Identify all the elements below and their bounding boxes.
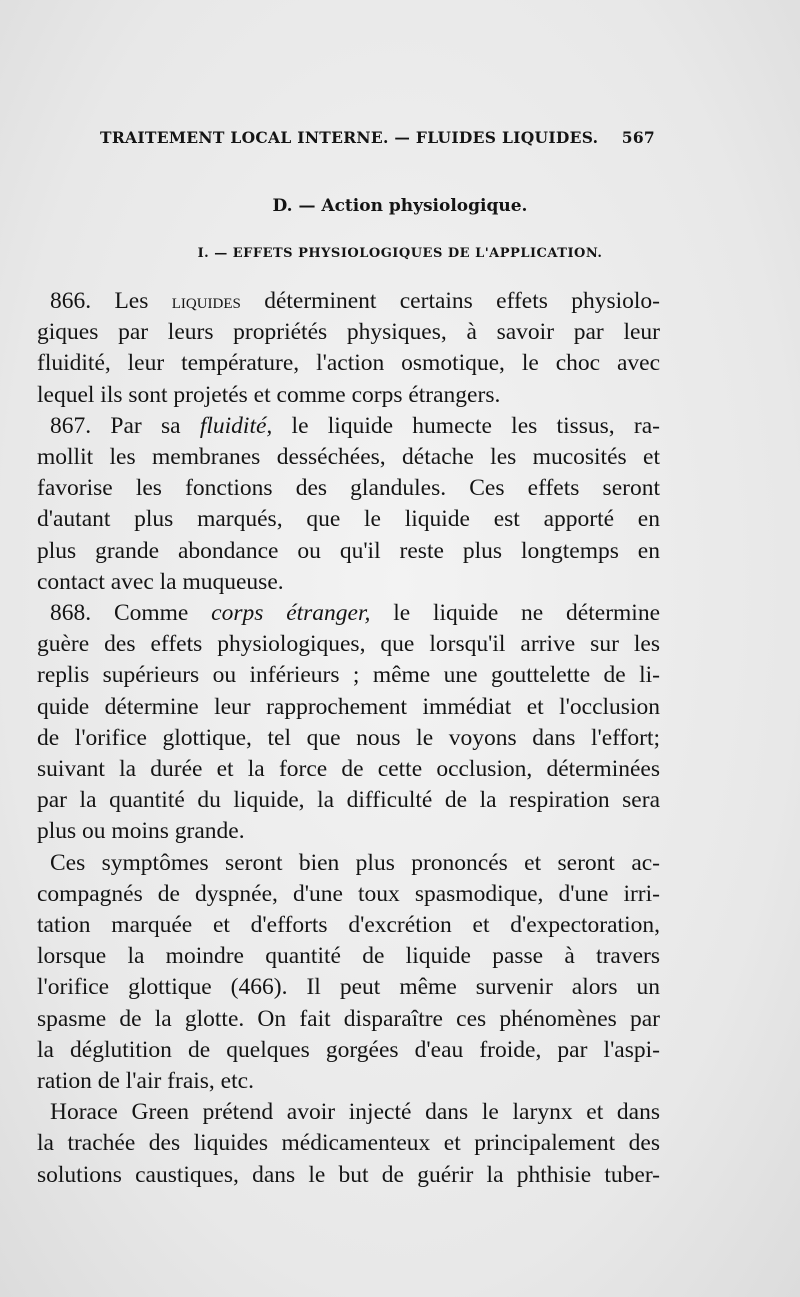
paragraph-number: 867. bbox=[50, 412, 92, 439]
text-line: de l'orifice glottique, tel que nous le voyons dans l'effort; bbox=[37, 724, 660, 751]
text-line: Horace Green prétend avoir injecté dans le larynx et dans bbox=[50, 1099, 660, 1126]
text-span: Par sa bbox=[110, 412, 181, 439]
text-line: plus ou moins grande. bbox=[37, 818, 245, 845]
paragraph-horace-green bbox=[37, 1097, 660, 1191]
text-line: solutions caustiques, dans le but de guérir la phthisie tuber- bbox=[37, 1161, 660, 1188]
section-title: D. — Action physiologique. bbox=[272, 196, 528, 216]
text-span: le liquide humecte les tissus, ra- bbox=[291, 412, 660, 439]
text-line: suivant la durée et la force de cette occlusion, déterminées bbox=[37, 756, 660, 783]
text-line: l'orifice glottique (466). Il peut même survenir alors un bbox=[37, 974, 660, 1001]
text-span: déterminent certains effets physiolo- bbox=[264, 288, 661, 314]
paragraph-868 bbox=[37, 598, 660, 848]
text-line: spasme de la glotte. On fait disparaître ces phénomènes par bbox=[37, 1005, 660, 1032]
text-line: par la quantité du liquide, la difficulté de la respiration sera bbox=[37, 787, 660, 814]
text-line: guère des effets physiologiques, que lorsqu'il arrive sur les bbox=[37, 631, 660, 658]
paragraph-symptoms bbox=[37, 848, 660, 1098]
running-title: TRAITEMENT LOCAL INTERNE. — FLUIDES LIQUIDES. bbox=[100, 128, 599, 147]
paragraph-866 bbox=[37, 286, 660, 411]
text-line: fluidité, leur température, l'action osmotique, le choc avec bbox=[37, 350, 660, 377]
text-line: d'autant plus marqués, que le liquide est apporté en bbox=[37, 506, 660, 533]
text-line: replis supérieurs ou inférieurs ; même une gouttelette de li- bbox=[37, 662, 660, 689]
subsection-title bbox=[0, 246, 800, 261]
text-line: ration de l'air frais, etc. bbox=[37, 1068, 254, 1095]
text-line: giques par leurs propriétés physiques, à savoir par leur bbox=[37, 319, 660, 346]
text-span: Comme bbox=[113, 600, 189, 627]
text-line bbox=[37, 411, 660, 442]
text-line: contact avec la muqueuse. bbox=[37, 568, 284, 595]
text-line bbox=[37, 286, 660, 317]
paragraph-867 bbox=[37, 411, 660, 598]
italic-term: corps étranger, bbox=[211, 600, 371, 627]
text-line: compagnés de dyspnée, d'une toux spasmodique, d'une irri- bbox=[37, 880, 660, 907]
body-text bbox=[37, 286, 660, 1191]
text-line: quide détermine leur rapprochement immédiat et l'occlusion bbox=[37, 693, 660, 720]
text-line: la déglutition de quelques gorgées d'eau froide, par l'aspi- bbox=[37, 1036, 660, 1063]
text-line bbox=[37, 598, 660, 629]
text-line: tation marquée et d'efforts d'excrétion et d'expectoration, bbox=[37, 912, 660, 939]
paragraph-number: 866. bbox=[50, 288, 92, 314]
text-span: Les bbox=[114, 288, 149, 314]
text-line: lequel ils sont projetés et comme corps étrangers. bbox=[37, 381, 501, 408]
text-line: mollit les membranes desséchées, détache les mucosités et bbox=[37, 444, 660, 471]
text-span: le liquide ne détermine bbox=[393, 600, 661, 627]
italic-term: fluidité, bbox=[199, 412, 273, 439]
small-caps-term: liquides bbox=[171, 289, 241, 313]
text-line: Ces symptômes seront bien plus prononcés et seront ac- bbox=[50, 849, 660, 876]
paragraph-number: 868. bbox=[50, 600, 92, 627]
text-line: la trachée des liquides médicamenteux et principalement des bbox=[37, 1130, 660, 1157]
subsection-heading: — EFFETS PHYSIOLOGIQUES DE L'APPLICATION. bbox=[214, 246, 603, 261]
text-line: favorise les fonctions des glandules. Ces effets seront bbox=[37, 475, 660, 502]
text-line: lorsque la moindre quantité de liquide passe à travers bbox=[37, 943, 660, 970]
page-number: 567 bbox=[621, 128, 655, 147]
subsection-number: I. bbox=[197, 246, 210, 261]
text-line: plus grande abondance ou qu'il reste plus longtemps en bbox=[37, 537, 660, 564]
